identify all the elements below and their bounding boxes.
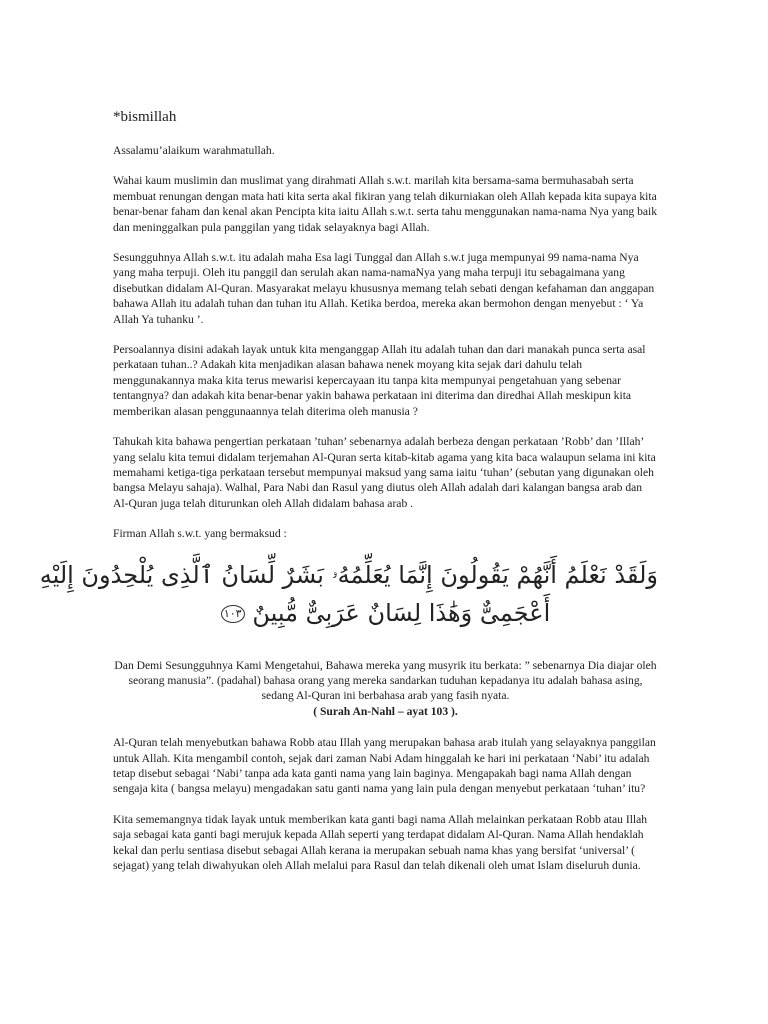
translation-text: Dan Demi Sesungguhnya Kami Mengetahui, Bahawa mereka yang musyrik itu berkata: ” sebenarnya Dia diajar oleh seorang manusia”. (padahal) bahasa orang yang mereka sandarkan tuduhan kepadanya itu adalah bahasa asing, sedang Al-Quran ini berbahasa arab yang fasih nyata. <box>114 658 657 703</box>
quran-verse <box>39 556 658 644</box>
body-paragraph-1: Wahai kaum muslimin dan muslimat yang dirahmati Allah s.w.t. marilah kita bersama-sama bermuhasabah serta membuat renungan dengan mata hati kita serta akal fikiran yang telah dikurniakan oleh Allah kepada kita supaya kita benar-benar faham dan kenal akan Pencipta kita iaitu Allah s.w.t. serta tahu menggunakan nama-nama Nya yang baik dan meninggalkan pula panggilan yang tidak selayaknya bagi Allah. <box>113 174 658 234</box>
body-paragraph-4: Tahukah kita bahawa pengertian perkataan ’tuhan’ sebenarnya adalah berbeza dengan perkataan ’Robb’ dan ’Illah’ yang selalu kita temui didalam terjemahan Al-Quran serta kitab-kitab agama yang kita baca walaupun selama ini kita memahami ketiga-tiga perkataan tersebut mempunyai maksud yang sama iaitu ‘tuhan’ (sebutan yang digunakan oleh bangsa Melayu sahaja). Walhal, Para Nabi dan Rasul yang diutus oleh Allah adalah dari kalangan bangsa arab dan Al-Quran juga telah diturunkan oleh Allah didalam bahasa arab . <box>113 435 656 510</box>
greeting-paragraph: Assalamu’alaikum warahmatullah. <box>113 144 275 157</box>
closing-paragraph-1: Al-Quran telah menyebutkan bahawa Robb atau Illah yang merupakan bahasa arab itulah yang selayaknya panggilan untuk Allah. Kita mengambil contoh, sejak dari zaman Nabi Adam hinggalah ke hari ini perkataan ‘Nabi’ itu adalah tetap disebut sebagai ‘Nabi’ tanpa ada kata ganti nama yang lain baginya. Mengapakah bagi nama Allah dengan sengaja kita ( bangsa melayu) mengadakan satu ganti nama yang lain pula dengan menyebut perkataan ‘tuhan’ itu? <box>113 736 656 796</box>
verse-line-2-text: أَعْجَمِىٌّ وَهَٰذَا لِسَانٌ عَرَبِىٌّ مُّبِينٌ <box>252 598 551 627</box>
closing-paragraph-2: Kita sememangnya tidak layak untuk memberikan kata ganti bagi nama Allah melainkan perkataan Robb atau Illah saja sebagai kata ganti bagi merujuk kepada Allah seperti yang terdapat didalam Al-Quran. Nama Allah hendaklah kekal dan perlu sentiasa disebut sebagai Allah kerana ia merupakan sebuah nama khas yang bersifat ‘universal’ ( sejagat) yang telah diwahyukan oleh Allah melalui para Rasul dan telah dikenali oleh umat Islam diseluruh dunia. <box>113 812 648 872</box>
body-paragraph-3: Persoalannya disini adakah layak untuk kita menganggap Allah itu adalah tuhan dan dari manakah punca serta asal perkataan tuhan..? Adakah kita menjadikan alasan bahawa nenek moyang kita sejak dari dahulu telah menggunakannya maka kita terus mewarisi kepercayaan itu tanpa kita mempunyai pengetahuan yang sebenar tentangnya? dan adakah kita benar-benar yakin bahawa perkataan ini diterima dan diredhai Allah meskipun kita memberikan alasan penggunaannya telah diterima oleh manusia ? <box>113 343 646 418</box>
document-page <box>39 108 658 888</box>
verse-line-1: وَلَقَدْ نَعْلَمُ أَنَّهُمْ يَقُولُونَ إِنَّمَا يُعَلِّمُهُۥ بَشَرٌ لِّسَانُ ٱلَّذِى يُلْحِدُونَ إِلَيْهِ <box>39 560 658 589</box>
firman-intro: Firman Allah s.w.t. yang bermaksud : <box>113 527 287 541</box>
ayah-number-marker: ١٠٣ <box>221 605 245 623</box>
body-paragraph-2: Sesungguhnya Allah s.w.t. itu adalah maha Esa lagi Tunggal dan Allah s.w.t juga mempunyai 99 nama-nama Nya yang maha terpuji. Oleh itu panggil dan serulah akan nama-namaNya yang maha terpuji itu sebagaimana yang disebutkan didalam Al-Quran. Masyarakat melayu khususnya memang telah sebati dengan kefahaman dan anggapan bahawa Allah itu adalah tuhan dan tuhan itu Allah. Ketika berdoa, mereka akan bermohon dengan menyebut : ‘ Ya Allah Ya tuhanku ’. <box>113 251 655 326</box>
surah-reference: ( Surah An-Nahl – ayat 103 ). <box>313 704 458 718</box>
verse-line-2 <box>113 594 658 632</box>
verse-translation <box>113 658 658 720</box>
document-heading: *bismillah <box>113 109 177 125</box>
